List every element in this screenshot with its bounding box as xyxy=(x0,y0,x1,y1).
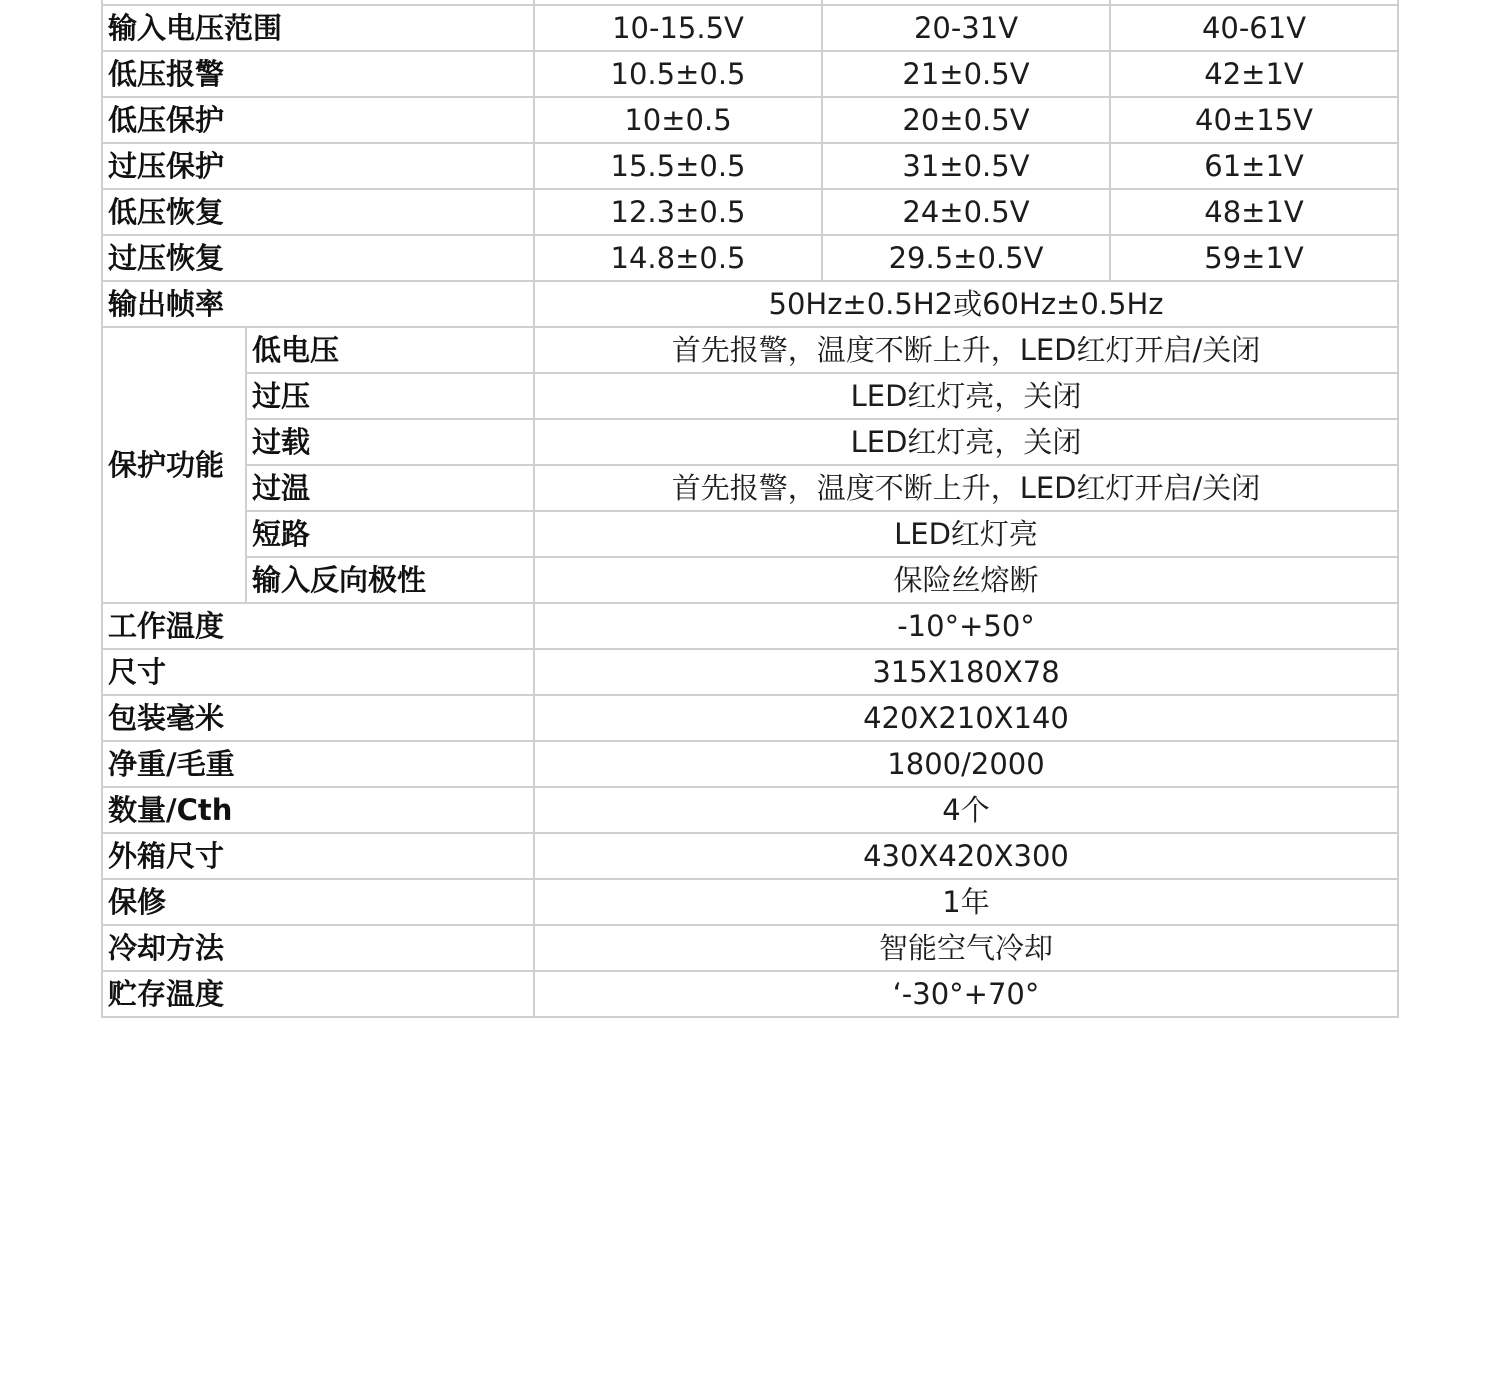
spec-label-cell: 保修 xyxy=(102,879,534,925)
protection-item-value: LED红灯亮，关闭 xyxy=(534,373,1398,419)
protection-item-value: LED红灯亮 xyxy=(534,511,1398,557)
protection-item-value: 首先报警，温度不断上升，LED红灯开启/关闭 xyxy=(534,465,1398,511)
spec-label-cell: 过压保护 xyxy=(102,143,534,189)
table-row xyxy=(102,189,1398,235)
spec-label-cell: 低压恢复 xyxy=(102,189,534,235)
table-row xyxy=(102,971,1398,1017)
spec-label-cell: 低压保护 xyxy=(102,97,534,143)
spec-value-cell: 50Hz±0.5H2或60Hz±0.5Hz xyxy=(534,281,1398,327)
protection-item-label: 低电压 xyxy=(246,327,534,373)
protection-item-value: 保险丝熔断 xyxy=(534,557,1398,603)
spec-label-cell: 低压报警 xyxy=(102,51,534,97)
table-row xyxy=(102,143,1398,189)
table-row xyxy=(102,281,1398,327)
table-row xyxy=(102,511,1398,557)
table-row xyxy=(102,833,1398,879)
spec-value-cell: 10±0.5 xyxy=(534,97,822,143)
protection-group-label: 保护功能 xyxy=(102,327,246,603)
spec-value-cell: 14.8±0.5 xyxy=(534,235,822,281)
protection-item-value: 首先报警，温度不断上升，LED红灯开启/关闭 xyxy=(534,327,1398,373)
spec-value-cell: 20±0.5V xyxy=(822,97,1110,143)
spec-value-cell: 20-31V xyxy=(822,5,1110,51)
spec-table xyxy=(101,0,1399,1018)
spec-value-cell: 61±1V xyxy=(1110,143,1398,189)
table-row xyxy=(102,787,1398,833)
spec-value-cell: 420X210X140 xyxy=(534,695,1398,741)
spec-label-cell: 输出帧率 xyxy=(102,281,534,327)
spec-label-cell: 包装毫米 xyxy=(102,695,534,741)
table-row xyxy=(102,557,1398,603)
table-row xyxy=(102,419,1398,465)
spec-value-cell: 1800/2000 xyxy=(534,741,1398,787)
table-row xyxy=(102,51,1398,97)
spec-label-cell: 尺寸 xyxy=(102,649,534,695)
protection-item-label: 过载 xyxy=(246,419,534,465)
table-row xyxy=(102,741,1398,787)
protection-item-label: 短路 xyxy=(246,511,534,557)
table-row xyxy=(102,465,1398,511)
spec-value-cell: 10.5±0.5 xyxy=(534,51,822,97)
protection-item-label: 输入反向极性 xyxy=(246,557,534,603)
spec-value-cell: -10°+50° xyxy=(534,603,1398,649)
spec-value-cell: 10-15.5V xyxy=(534,5,822,51)
spec-label-cell: 过压恢复 xyxy=(102,235,534,281)
protection-item-label: 过温 xyxy=(246,465,534,511)
spec-value-cell: 315X180X78 xyxy=(534,649,1398,695)
spec-value-cell: 21±0.5V xyxy=(822,51,1110,97)
table-row xyxy=(102,649,1398,695)
protection-item-value: LED红灯亮，关闭 xyxy=(534,419,1398,465)
spec-value-cell: 31±0.5V xyxy=(822,143,1110,189)
spec-value-cell: 24±0.5V xyxy=(822,189,1110,235)
spec-value-cell: 48±1V xyxy=(1110,189,1398,235)
spec-value-cell: 59±1V xyxy=(1110,235,1398,281)
spec-label-cell: 工作温度 xyxy=(102,603,534,649)
table-row xyxy=(102,603,1398,649)
spec-value-cell: 40-61V xyxy=(1110,5,1398,51)
spec-value-cell: 430X420X300 xyxy=(534,833,1398,879)
table-row xyxy=(102,97,1398,143)
table-row xyxy=(102,879,1398,925)
spec-value-cell: 1年 xyxy=(534,879,1398,925)
spec-sheet xyxy=(101,0,1397,1018)
spec-value-cell: 40±15V xyxy=(1110,97,1398,143)
table-row xyxy=(102,373,1398,419)
spec-value-cell: 4个 xyxy=(534,787,1398,833)
protection-item-label: 过压 xyxy=(246,373,534,419)
table-row xyxy=(102,327,1398,373)
spec-value-cell: 12.3±0.5 xyxy=(534,189,822,235)
spec-label-cell: 贮存温度 xyxy=(102,971,534,1017)
table-row xyxy=(102,235,1398,281)
table-row xyxy=(102,925,1398,971)
spec-value-cell: 15.5±0.5 xyxy=(534,143,822,189)
spec-value-cell: ‘-30°+70° xyxy=(534,971,1398,1017)
spec-label-cell: 冷却方法 xyxy=(102,925,534,971)
spec-label-cell: 净重/毛重 xyxy=(102,741,534,787)
spec-value-cell: 29.5±0.5V xyxy=(822,235,1110,281)
spec-label-cell: 数量/Cth xyxy=(102,787,534,833)
table-row xyxy=(102,5,1398,51)
spec-label-cell: 输入电压范围 xyxy=(102,5,534,51)
spec-label-cell: 外箱尺寸 xyxy=(102,833,534,879)
table-row xyxy=(102,695,1398,741)
spec-value-cell: 42±1V xyxy=(1110,51,1398,97)
spec-value-cell: 智能空气冷却 xyxy=(534,925,1398,971)
